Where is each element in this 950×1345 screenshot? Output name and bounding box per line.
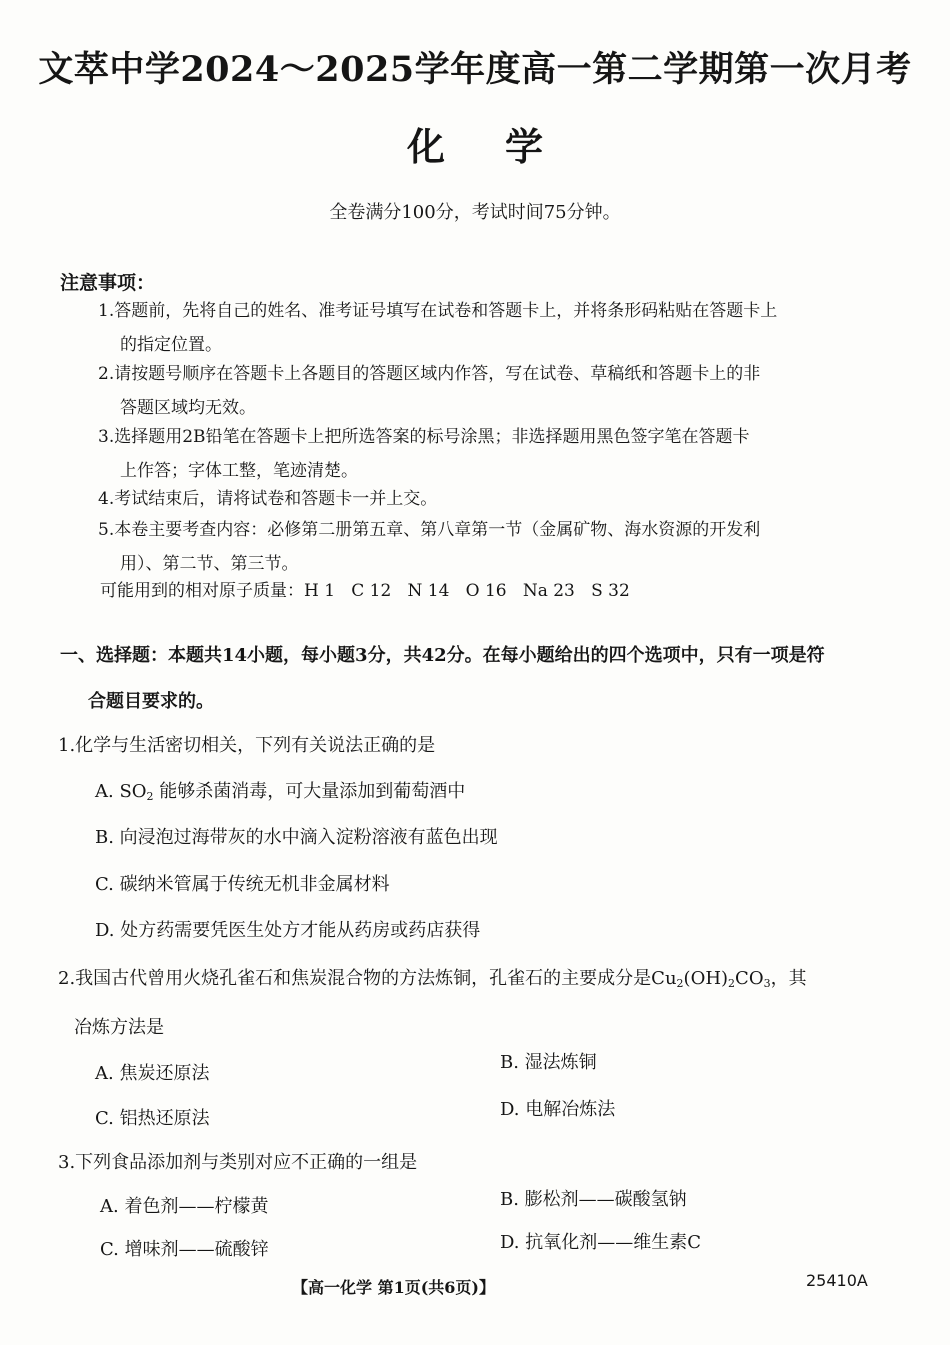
notice-item-2 — [98, 357, 898, 425]
notice-line: 的指定位置。 — [120, 335, 222, 355]
question-3-option-d: D. 抗氧化剂——维生素C — [500, 1232, 702, 1253]
question-3-option-b: B. 膨松剂——碳酸氢钠 — [500, 1189, 687, 1210]
subject-title: 化学 — [406, 124, 603, 169]
question-1-option-b: B. 向浸泡过海带灰的水中滴入淀粉溶液有蓝色出现 — [95, 827, 498, 848]
section-line: 一、选择题：本题共14小题，每小题3分，共42分。在每小题给出的四个选项中，只有一项是符 — [60, 645, 825, 666]
subscript: 2 — [146, 790, 154, 803]
question-2-option-a: A. 焦炭还原法 — [95, 1063, 210, 1084]
page-footer-code: 25410A — [806, 1271, 868, 1290]
question-3-option-c: C. 增味剂——硫酸锌 — [100, 1239, 269, 1260]
question-2-option-d: D. 电解冶炼法 — [500, 1099, 616, 1120]
exam-title: 文萃中学2024～2025学年度高一第二学期第一次月考 — [38, 49, 912, 90]
question-1-option-a — [95, 777, 465, 803]
question-2-option-b: B. 湿法炼铜 — [500, 1052, 597, 1073]
atomic-masses: 可能用到的相对原子质量：H 1 C 12 N 14 O 16 Na 23 S 32 — [100, 581, 630, 601]
question-1-option-d: D. 处方药需要凭医生处方才能从药房或药店获得 — [95, 920, 481, 941]
full-score-note: 全卷满分100分，考试时间75分钟。 — [329, 202, 621, 223]
stem-text: CO — [735, 968, 764, 989]
subscript: 3 — [763, 977, 771, 990]
notice-item-1 — [98, 294, 898, 362]
question-3-stem: 3.下列食品添加剂与类别对应不正确的一组是 — [58, 1152, 418, 1173]
notice-line: 上作答；字体工整，笔迹清楚。 — [120, 461, 358, 481]
subscript: 2 — [728, 977, 736, 990]
option-text: 能够杀菌消毒，可大量添加到葡萄酒中 — [153, 781, 466, 802]
question-2-stem — [58, 964, 807, 990]
option-text: A. SO — [95, 781, 147, 802]
notice-line: 5.本卷主要考查内容：必修第二册第五章、第八章第一节（金属矿物、海水资源的开发利 — [98, 520, 761, 540]
section-heading — [60, 633, 900, 725]
notice-line: 答题区域均无效。 — [120, 398, 256, 418]
stem-text: (OH) — [683, 968, 729, 989]
notice-line: 2.请按题号顺序在答题卡上各题目的答题区域内作答，写在试卷、草稿纸和答题卡上的非 — [98, 364, 761, 384]
notice-line: 3.选择题用2B铅笔在答题卡上把所选答案的标号涂黑；非选择题用黑色签字笔在答题卡 — [98, 427, 750, 447]
notice-item-4 — [98, 482, 898, 516]
notice-title: 注意事项： — [60, 272, 156, 294]
notice-item-3 — [98, 420, 898, 488]
question-2-stem-line2: 冶炼方法是 — [74, 1017, 164, 1038]
section-line: 合题目要求的。 — [88, 691, 214, 712]
stem-text: 2.我国古代曾用火烧孔雀石和焦炭混合物的方法炼铜，孔雀石的主要成分是Cu — [58, 968, 677, 989]
notice-line: 1.答题前，先将自己的姓名、准考证号填写在试卷和答题卡上，并将条形码粘贴在答题卡上 — [98, 301, 778, 321]
subscript: 2 — [676, 977, 684, 990]
question-2-option-c: C. 铝热还原法 — [95, 1108, 210, 1129]
page-footer-label: 【高一化学 第1页(共6页)】 — [292, 1278, 495, 1297]
stem-text: ，其 — [770, 968, 807, 989]
question-1-option-c: C. 碳纳米管属于传统无机非金属材料 — [95, 874, 390, 895]
question-3-option-a: A. 着色剂——柠檬黄 — [100, 1196, 269, 1217]
notice-item-5 — [98, 513, 898, 581]
notice-line: 用）、第二节、第三节。 — [120, 554, 299, 574]
question-1-stem: 1.化学与生活密切相关，下列有关说法正确的是 — [58, 735, 436, 756]
notice-line: 4.考试结束后，请将试卷和答题卡一并上交。 — [98, 489, 438, 509]
